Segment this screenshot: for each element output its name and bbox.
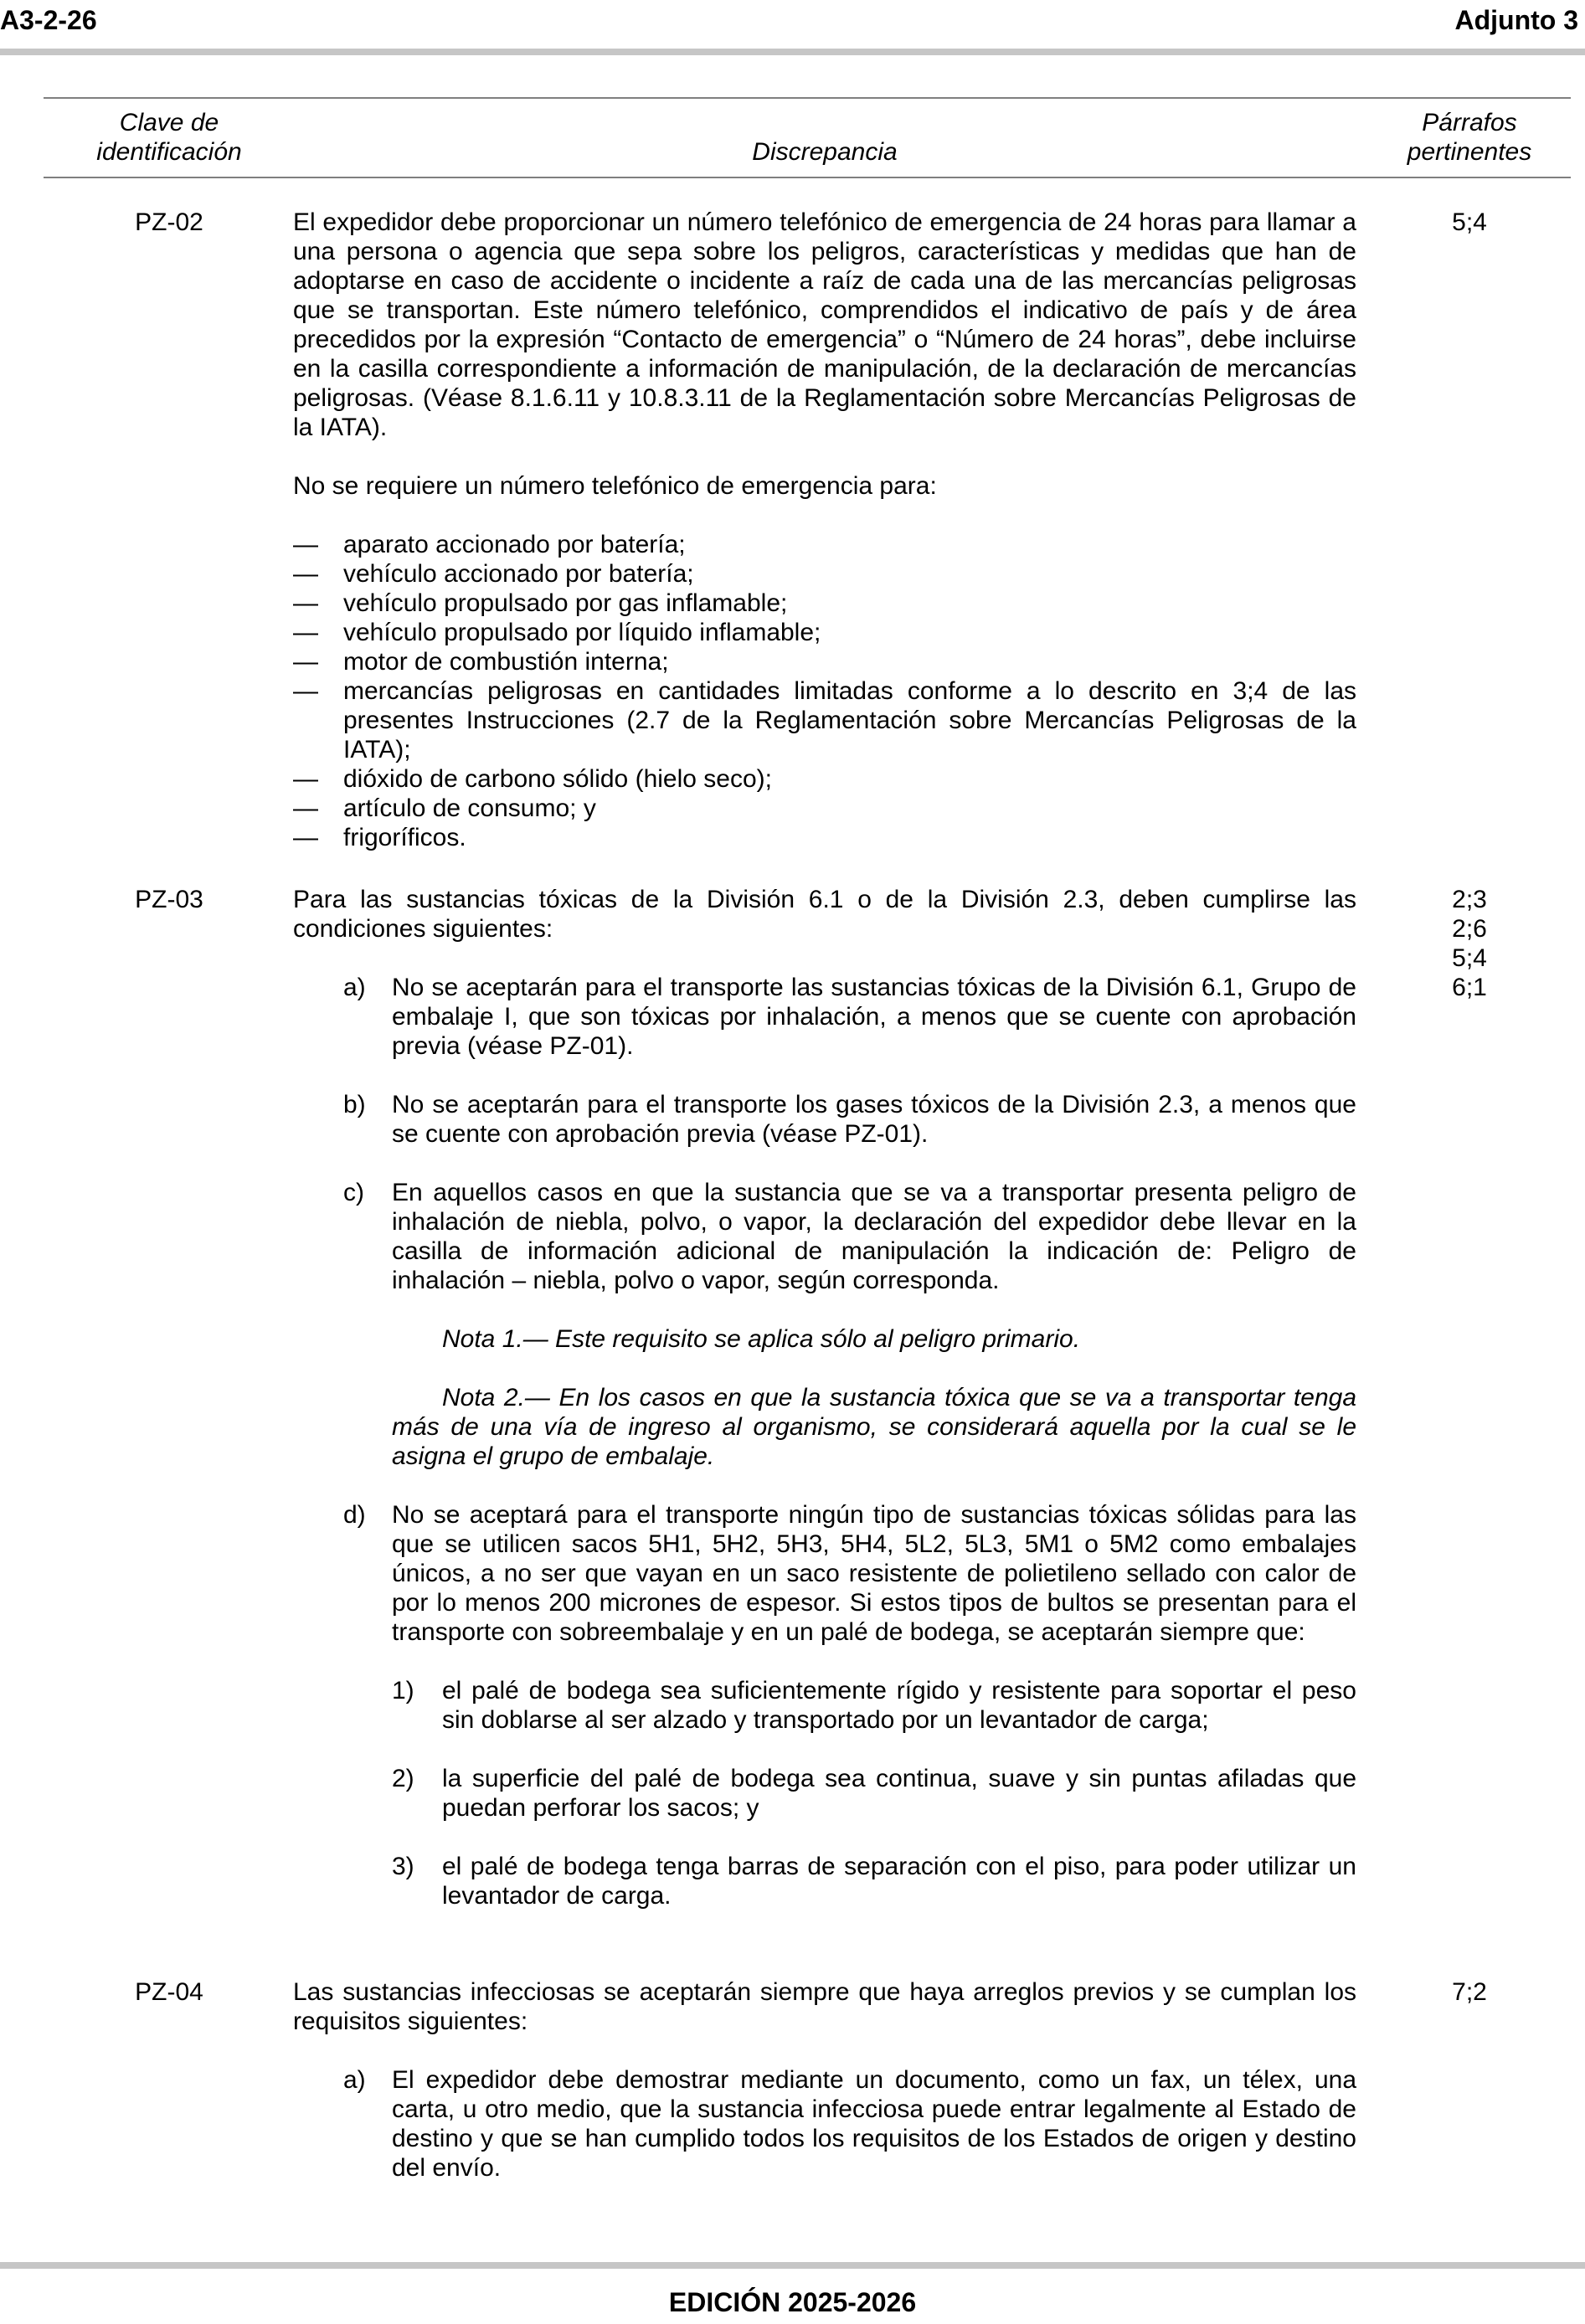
condition-item — [293, 1500, 1356, 1647]
dash-mark: — — [293, 560, 318, 588]
row-body-pz-03 — [293, 885, 1356, 1910]
column-header-key — [44, 108, 295, 167]
dash-mark: — — [293, 765, 318, 793]
dash-mark: — — [293, 589, 318, 617]
exemptions-intro: No se requiere un número telefónico de emergencia para: — [293, 472, 937, 500]
condition-item — [293, 1178, 1356, 1295]
item-label: d) — [343, 1501, 366, 1529]
row-refs-pz-03 — [1390, 885, 1549, 1002]
item-text: No se aceptarán para el transporte los gases tóxicos de la División 2.3, a menos que se cuente con aprobación previa (véase PZ-01). — [392, 1091, 1356, 1148]
item-text: El expedidor debe demostrar mediante un documento, como un fax, un télex, una carta, u otro medio, que la sustancia infecciosa puede entrar legalmente al Estado de destino y que se han cumplido todos los requisitos de los Estados de origen y destino del envío. — [392, 2066, 1356, 2182]
table-header-rule — [44, 177, 1571, 178]
ref-value: 2;3 — [1452, 886, 1487, 913]
column-header-key-line1: Clave de — [119, 109, 219, 136]
subitem-text: la superficie del palé de bodega sea continua, suave y sin puntas afiladas que puedan perforar los sacos; y — [442, 1765, 1356, 1822]
row-refs-pz-02 — [1390, 208, 1549, 237]
condition-item — [293, 1090, 1356, 1149]
condition-item — [293, 2065, 1356, 2183]
row-refs-pz-04 — [1390, 1977, 1549, 2007]
subitem-label: 2) — [392, 1765, 414, 1792]
exemption-item-text: vehículo accionado por batería; — [343, 560, 694, 588]
exemption-item-text: dióxido de carbono sólido (hielo seco); — [343, 765, 772, 793]
dash-mark: — — [293, 677, 318, 705]
item-label: b) — [343, 1091, 366, 1118]
pallet-condition — [293, 1676, 1356, 1735]
exemption-item-text: motor de combustión interna; — [343, 648, 669, 676]
item-text: En aquellos casos en que la sustancia que se va a transportar presenta peligro de inhalación de niebla, polvo, o vapor, la declaración del expedidor debe llevar en la casilla de información adicional de manipulación la indicación de: Peligro de inhalación – niebla, polvo o vapor, según corresponda. — [392, 1179, 1356, 1294]
item-text: No se aceptarán para el transporte las sustancias tóxicas de la División 6.1, Grupo de embalaje I, que son tóxicas por inhalación, a menos que se cuente con aprobación previa (véase PZ-01). — [392, 974, 1356, 1060]
dash-mark: — — [293, 794, 318, 822]
row-key-pz-04: PZ-04 — [135, 1978, 203, 2006]
emergency-phone-paragraph: El expedidor debe proporcionar un número telefónico de emergencia de 24 horas para llamar a una persona o agencia que sepa sobre los peligros, características y medidas que han de adoptarse en caso de accidente o incidente a raíz de cada una de las mercancías peligrosas que se transportan. Este número telefónico, comprendidos el indicativo de país y de área precedidos por la expresión “Contacto de emergencia” o “Número de 24 horas”, debe incluirse en la casilla correspondiente a información de manipulación, de la declaración de mercancías peligrosas. (Véase 8.1.6.11 y 10.8.3.11 de la Reglamentación sobre Mercancías Peligrosas de la IATA). — [293, 208, 1356, 441]
exemption-item — [293, 589, 1356, 618]
edition-label: EDICIÓN 2025-2026 — [668, 2287, 917, 2317]
column-header-refs-line1: Párrafos — [1422, 109, 1517, 136]
item-label: c) — [343, 1179, 364, 1206]
ref-value: 7;2 — [1452, 1978, 1487, 2006]
exemption-item-text: artículo de consumo; y — [343, 794, 596, 822]
exemption-item — [293, 764, 1356, 794]
note-text: Nota 2.— En los casos en que la sustancia tóxica que se va a transportar tenga más de una vía de ingreso al organismo, se considerará aquella por la cual se le asigna el grupo de embalaje. — [392, 1384, 1356, 1470]
exemption-item — [293, 823, 1356, 852]
dash-mark: — — [293, 531, 318, 558]
attachment-label: Adjunto 3 — [1454, 5, 1578, 35]
note-1 — [293, 1324, 1356, 1354]
exemption-item — [293, 559, 1356, 589]
ref-value: 6;1 — [1452, 974, 1487, 1001]
ref-value: 5;4 — [1452, 208, 1487, 236]
subitem-text: el palé de bodega sea suficientemente rígido y resistente para soportar el peso sin doblarse al ser alzado y transportado por un levantador de carga; — [442, 1677, 1356, 1734]
note-text: Nota 1.— Este requisito se aplica sólo al peligro primario. — [442, 1325, 1081, 1353]
footer-rule — [0, 2262, 1585, 2269]
row-body-pz-02 — [293, 208, 1356, 852]
dash-mark: — — [293, 648, 318, 676]
exemption-item — [293, 794, 1356, 823]
pallet-condition — [293, 1852, 1356, 1910]
table-top-rule — [44, 97, 1571, 99]
exemption-item-text: vehículo propulsado por gas inflamable; — [343, 589, 788, 617]
column-header-refs-line2: pertinentes — [1407, 138, 1532, 166]
dash-mark: — — [293, 619, 318, 646]
subitem-label: 1) — [392, 1677, 414, 1704]
exemption-item — [293, 676, 1356, 764]
dash-mark: — — [293, 824, 318, 851]
exemption-item — [293, 647, 1356, 676]
row-key-pz-02: PZ-02 — [135, 208, 203, 236]
column-header-refs — [1390, 108, 1549, 167]
condition-item — [293, 973, 1356, 1061]
document-code: A3-2-26 — [0, 5, 97, 35]
column-header-key-line2: identificación — [96, 138, 242, 166]
item-label: a) — [343, 2066, 366, 2094]
exemption-item — [293, 618, 1356, 647]
header-rule — [0, 49, 1585, 55]
item-text: No se aceptará para el transporte ningún tipo de sustancias tóxicas sólidas para las que se utilicen sacos 5H1, 5H2, 5H3, 5H4, 5L2, 5L3, 5M1 o 5M2 como embalajes únicos, a no ser que vayan en un saco resistente de polietileno sellado con calor de por lo menos 200 micrones de espesor. Si estos tipos de bultos se presentan para el transporte con sobreembalaje y en un palé de bodega, se aceptarán siempre que: — [392, 1501, 1356, 1646]
pallet-condition — [293, 1764, 1356, 1823]
row-body-pz-04 — [293, 1977, 1356, 2183]
ref-value: 2;6 — [1452, 915, 1487, 943]
subitem-label: 3) — [392, 1853, 414, 1880]
exemption-item-text: aparato accionado por batería; — [343, 531, 686, 558]
note-2 — [293, 1383, 1356, 1471]
item-label: a) — [343, 974, 366, 1001]
exemption-item-text: frigoríficos. — [343, 824, 466, 851]
row-key-pz-03: PZ-03 — [135, 886, 203, 913]
subitem-text: el palé de bodega tenga barras de separación con el piso, para poder utilizar un levantador de carga. — [442, 1853, 1356, 1910]
ref-value: 5;4 — [1452, 944, 1487, 972]
toxic-substances-intro: Para las sustancias tóxicas de la División 6.1 o de la División 2.3, deben cumplirse las condiciones siguientes: — [293, 886, 1356, 943]
infectious-substances-intro: Las sustancias infecciosas se aceptarán siempre que haya arreglos previos y se cumplan los requisitos siguientes: — [293, 1978, 1356, 2035]
exemption-item-text: vehículo propulsado por líquido inflamable; — [343, 619, 821, 646]
exemption-item-text: mercancías peligrosas en cantidades limitadas conforme a lo descrito en 3;4 de las presentes Instrucciones (2.7 de la Reglamentación sobre Mercancías Peligrosas de la IATA); — [343, 677, 1356, 764]
column-header-discrepancy: Discrepancia — [752, 138, 898, 166]
exemption-item — [293, 530, 1356, 559]
